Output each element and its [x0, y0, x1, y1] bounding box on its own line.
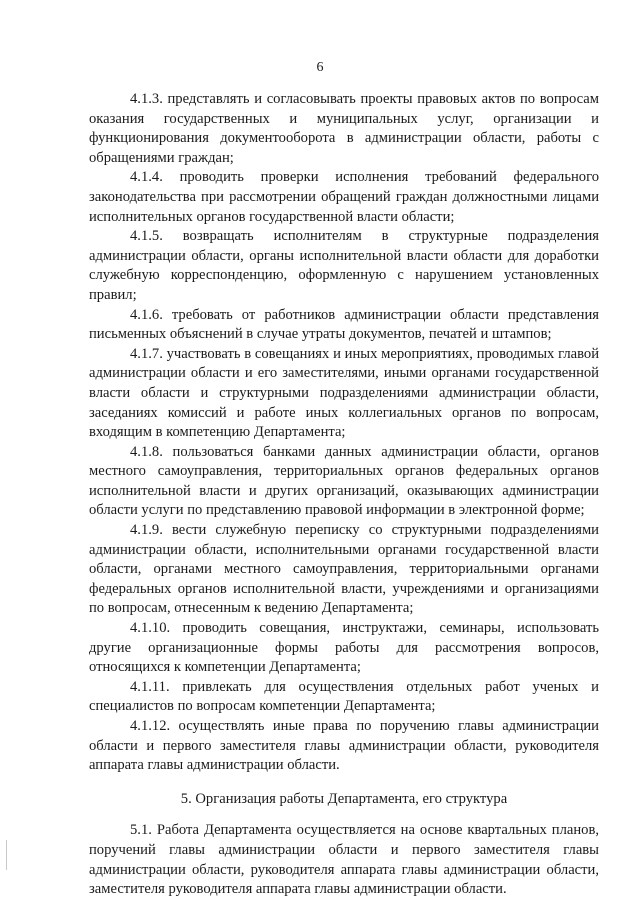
scan-edge-mark: [6, 840, 7, 870]
paragraph-4-1-10: 4.1.10. проводить совещания, инструктажи, семинары, использовать другие организационные формы работы для рассмотрения вопросов, относящихся к компетенции Департамента;: [89, 620, 599, 676]
document-body: [89, 90, 599, 900]
paragraph-4-1-5: 4.1.5. возвращать исполнителям в структурные подразделения администрации области, органы исполнительной власти области для доработки служебную корреспонденцию, оформленную с нарушением установленных правил;: [89, 228, 599, 303]
page-number: 6: [316, 60, 324, 75]
paragraph-4-1-7: 4.1.7. участвовать в совещаниях и иных мероприятиях, проводимых главой администрации области и его заместителями, иными органами государственной власти области и структурными подразделениями администрации области, заседаниях комиссий и работе иных коллегиальных органов по вопросам, входящим в компетенцию Департамента;: [89, 345, 599, 441]
paragraph-4-1-6: 4.1.6. требовать от работников администрации области представления письменных объяснений в случае утраты документов, печатей и штампов;: [89, 306, 599, 343]
section-heading: 5. Организация работы Департамента, его структура: [180, 790, 508, 807]
paragraph-4-1-8: 4.1.8. пользоваться банками данных администрации области, органов местного самоуправления, территориальных органов федеральных органов исполнительной власти и других организаций, оказывающих администрации области услуги по представлению правовой информации в электронной форме;: [89, 443, 599, 519]
paragraph-4-1-9: 4.1.9. вести служебную переписку со структурными подразделениями администрации области, исполнительными органами государственной власти области, органами местного самоуправления, территориальными органами федеральных органов исполнительной власти, учреждениями и организациями по вопросам, отнесенным к ведению Департамента;: [89, 522, 599, 617]
paragraph-4-1-11: 4.1.11. привлекать для осуществления отдельных работ ученых и специалистов по вопросам компетенции Департамента;: [89, 678, 599, 715]
paragraph-5-1: 5.1. Работа Департамента осуществляется на основе квартальных планов, поручений главы администрации области и первого заместителя главы администрации области, руководителя аппарата главы администрации области, заместителя руководителя аппарата главы администрации области.: [89, 822, 599, 898]
paragraph-4-1-4: 4.1.4. проводить проверки исполнения требований федерального законодательства при рассмотрении обращений граждан должностными лицами исполнительных органов государственной власти области;: [89, 169, 599, 225]
paragraph-4-1-3: 4.1.3. представлять и согласовывать проекты правовых актов по вопросам оказания государственных и муниципальных услуг, организации и функционирования документооборота в администрации области, работы с обращениями граждан;: [89, 91, 599, 166]
paragraph-4-1-12: 4.1.12. осуществлять иные права по поручению главы администрации области и первого заместителя главы администрации области, руководителя аппарата главы администрации области.: [89, 718, 599, 774]
